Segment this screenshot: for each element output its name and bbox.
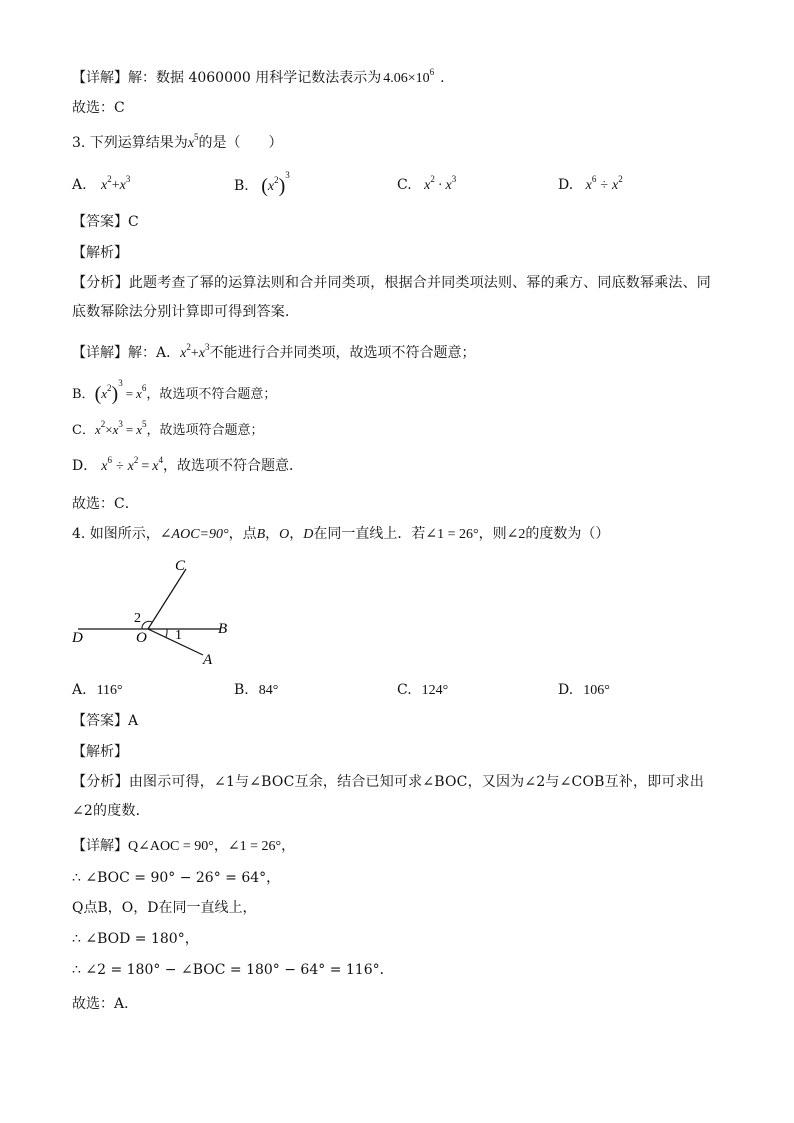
analysis-text: 此题考查了幂的运算法则和合并同类项，根据合并同类项法则、幂的乘方、同底数幂乘法、同底数幂除法分别计算即可得到答案． bbox=[72, 275, 712, 320]
q3-analysis-heading: 【解析】 bbox=[72, 245, 128, 261]
op: × bbox=[105, 422, 113, 437]
stem-text: 4. 如图所示， bbox=[72, 526, 160, 542]
q3-option-a bbox=[72, 175, 130, 196]
option-label: C. bbox=[397, 177, 412, 193]
stem-suffix: 的度数为（） bbox=[525, 526, 610, 542]
q3-stem bbox=[72, 133, 283, 154]
base: x bbox=[424, 178, 431, 193]
exp: 3 bbox=[451, 174, 457, 184]
period: . bbox=[440, 70, 445, 86]
paren: ( bbox=[94, 383, 102, 405]
q4-option-b bbox=[234, 680, 278, 701]
exp: 6 bbox=[107, 455, 112, 465]
detail-text: D． bbox=[72, 458, 98, 474]
option-value: 124° bbox=[421, 683, 449, 698]
stem-given: ∠1 = 26° bbox=[425, 527, 479, 542]
outer-exp: 3 bbox=[285, 170, 290, 180]
exp: 6 bbox=[591, 174, 597, 184]
label-o: O bbox=[136, 630, 147, 646]
q4-figure bbox=[70, 553, 240, 671]
q2-answer-line: 故选：C bbox=[72, 100, 125, 116]
times-ten: ×10 bbox=[407, 71, 430, 86]
exp: 2 bbox=[107, 383, 112, 393]
stem-angle: ∠AOC=90° bbox=[159, 527, 229, 542]
q4-option-a bbox=[72, 680, 123, 701]
exp: 2 bbox=[618, 174, 623, 184]
q3-answer bbox=[72, 212, 139, 232]
label-c: C bbox=[175, 558, 186, 574]
expr: x bbox=[127, 459, 134, 474]
op: ÷ bbox=[115, 459, 124, 474]
detail-text: 不能进行合并同类项，故选项不符合题意； bbox=[209, 345, 476, 361]
q4-detail-step1 bbox=[72, 836, 295, 857]
base: x bbox=[101, 178, 108, 193]
detail-text: C． bbox=[72, 423, 95, 438]
label-a: A bbox=[203, 652, 213, 668]
stem-text: 3. 下列运算结果为 bbox=[72, 135, 188, 151]
option-label: B. bbox=[234, 682, 249, 698]
op: + bbox=[190, 346, 199, 361]
analysis-tag: 【分析】 bbox=[72, 774, 129, 790]
mantissa: 4.06 bbox=[383, 71, 408, 86]
answer-value: C bbox=[128, 214, 139, 230]
option-value: 106° bbox=[583, 683, 610, 698]
q3-analysis bbox=[72, 269, 724, 327]
expr: x bbox=[198, 346, 205, 361]
option-value: 84° bbox=[258, 683, 279, 698]
option-value: 116° bbox=[96, 683, 123, 698]
option-label: B. bbox=[234, 178, 249, 194]
detail-text: ，故选项不符合题意； bbox=[146, 387, 277, 402]
point: O bbox=[279, 527, 290, 542]
q4-stem: 4. 如图所示，∠AOC=90°，点B，O，D在同一直线上．若∠1 = 26°，则∠2的度数为（） bbox=[72, 526, 610, 542]
q4-detail-step2: ∴ ∠BOC = 90° − 26° = 64°， bbox=[72, 870, 281, 886]
exp: 2 bbox=[100, 419, 106, 429]
op: · bbox=[437, 178, 443, 193]
q4-detail-step3: Q点B，O，D在同一直线上， bbox=[72, 900, 257, 916]
exp: 3 bbox=[125, 174, 131, 184]
q4-analysis bbox=[72, 768, 724, 826]
stem-exp: 5 bbox=[194, 132, 199, 142]
expr: x bbox=[180, 346, 187, 361]
exp: 2 bbox=[133, 455, 139, 465]
base: x bbox=[585, 178, 592, 193]
q3-option-d bbox=[558, 175, 623, 196]
q4-option-d bbox=[558, 680, 610, 701]
detail-text: 解：数据 4060000 用科学记数法表示为 bbox=[128, 70, 382, 86]
expr: x bbox=[136, 422, 142, 437]
exp: 2 bbox=[430, 174, 435, 184]
base: x bbox=[445, 178, 452, 193]
expr: x bbox=[152, 459, 159, 474]
base: x bbox=[267, 179, 275, 194]
exp: 2 bbox=[274, 175, 279, 185]
ray-oc bbox=[148, 569, 186, 629]
q4-option-c bbox=[397, 680, 448, 701]
detail-tag: 【详解】 bbox=[72, 70, 128, 86]
label-angle-1: 1 bbox=[175, 628, 182, 643]
expr: x bbox=[136, 386, 142, 401]
exp: 4 bbox=[158, 455, 163, 465]
expr: x bbox=[94, 422, 101, 437]
option-label: D. bbox=[558, 177, 574, 193]
option-label: A. bbox=[72, 177, 87, 193]
paren: ) bbox=[111, 383, 119, 405]
exp: 2 bbox=[186, 342, 191, 352]
paren: ) bbox=[278, 175, 286, 197]
base: x bbox=[612, 178, 619, 193]
q3-detail-d bbox=[72, 456, 303, 477]
point: B bbox=[256, 527, 266, 542]
base: x bbox=[119, 178, 126, 193]
analysis-tag: 【分析】 bbox=[72, 275, 129, 291]
op: + bbox=[111, 178, 120, 193]
op: = bbox=[141, 459, 150, 474]
q4-answer-line: 故选：A． bbox=[72, 996, 139, 1012]
q4-answer bbox=[72, 711, 138, 731]
option-label: C. bbox=[397, 682, 412, 698]
exponent: 6 bbox=[429, 67, 435, 77]
paren: ( bbox=[261, 175, 268, 197]
option-label: A. bbox=[72, 682, 87, 698]
expr: x bbox=[101, 459, 108, 474]
point: D bbox=[303, 527, 314, 542]
exp: 3 bbox=[118, 378, 123, 388]
q3-detail-a bbox=[72, 343, 475, 364]
q3-detail-b bbox=[72, 378, 277, 405]
detail-tag: 【详解】 bbox=[72, 345, 128, 361]
detail-text: ，故选项不符合题意． bbox=[162, 458, 303, 474]
q4-detail-step4: ∴ ∠BOD = 180°， bbox=[72, 931, 199, 947]
angle-1-arc bbox=[166, 629, 167, 637]
op: = bbox=[125, 386, 134, 401]
detail-text: 解：A． bbox=[128, 345, 181, 361]
expr: x bbox=[112, 422, 119, 437]
q2-detail-line bbox=[72, 68, 445, 89]
detail-text: ，故选项符合题意； bbox=[146, 423, 264, 438]
detail-tag: 【详解】 bbox=[72, 838, 128, 854]
answer-value: A bbox=[128, 713, 139, 729]
stem-suffix: 的是（ ） bbox=[198, 135, 283, 151]
q3-option-c bbox=[397, 175, 456, 196]
op: ÷ bbox=[600, 178, 609, 193]
stem-ask: ∠2 bbox=[506, 527, 526, 542]
q3-detail-c bbox=[72, 420, 264, 441]
label-d: D bbox=[72, 630, 83, 646]
q4-analysis-heading: 【解析】 bbox=[72, 744, 128, 760]
exp: 3 bbox=[204, 342, 210, 352]
answer-tag: 【答案】 bbox=[72, 713, 128, 729]
answer-tag: 【答案】 bbox=[72, 214, 128, 230]
exp: 6 bbox=[141, 383, 147, 393]
detail-text: B． bbox=[72, 387, 95, 402]
analysis-text: 由图示可得，∠1与∠BOC互余，结合已知可求∠BOC，又因为∠2与∠COB互补，即可求出∠2的度数． bbox=[72, 774, 705, 819]
op: = bbox=[125, 422, 134, 437]
stem-text: ，点 bbox=[228, 526, 257, 542]
q3-answer-line: 故选：C． bbox=[72, 496, 139, 512]
exp: 2 bbox=[107, 174, 112, 184]
option-label: D. bbox=[558, 682, 574, 698]
label-b: B bbox=[218, 621, 228, 637]
expr: x bbox=[101, 386, 108, 401]
label-angle-2: 2 bbox=[134, 611, 141, 626]
stem-text: ，则 bbox=[478, 526, 507, 542]
stem-text: 在同一直线上．若 bbox=[313, 526, 426, 542]
q3-option-b bbox=[234, 170, 290, 197]
step-text: Q∠AOC = 90°，∠1 = 26°， bbox=[128, 839, 296, 854]
stem-var: x bbox=[187, 136, 195, 151]
exp: 3 bbox=[118, 419, 123, 429]
exp: 5 bbox=[141, 419, 147, 429]
q4-detail-step5: ∴ ∠2 = 180° − ∠BOC = 180° − 64° = 116°． bbox=[72, 962, 394, 978]
